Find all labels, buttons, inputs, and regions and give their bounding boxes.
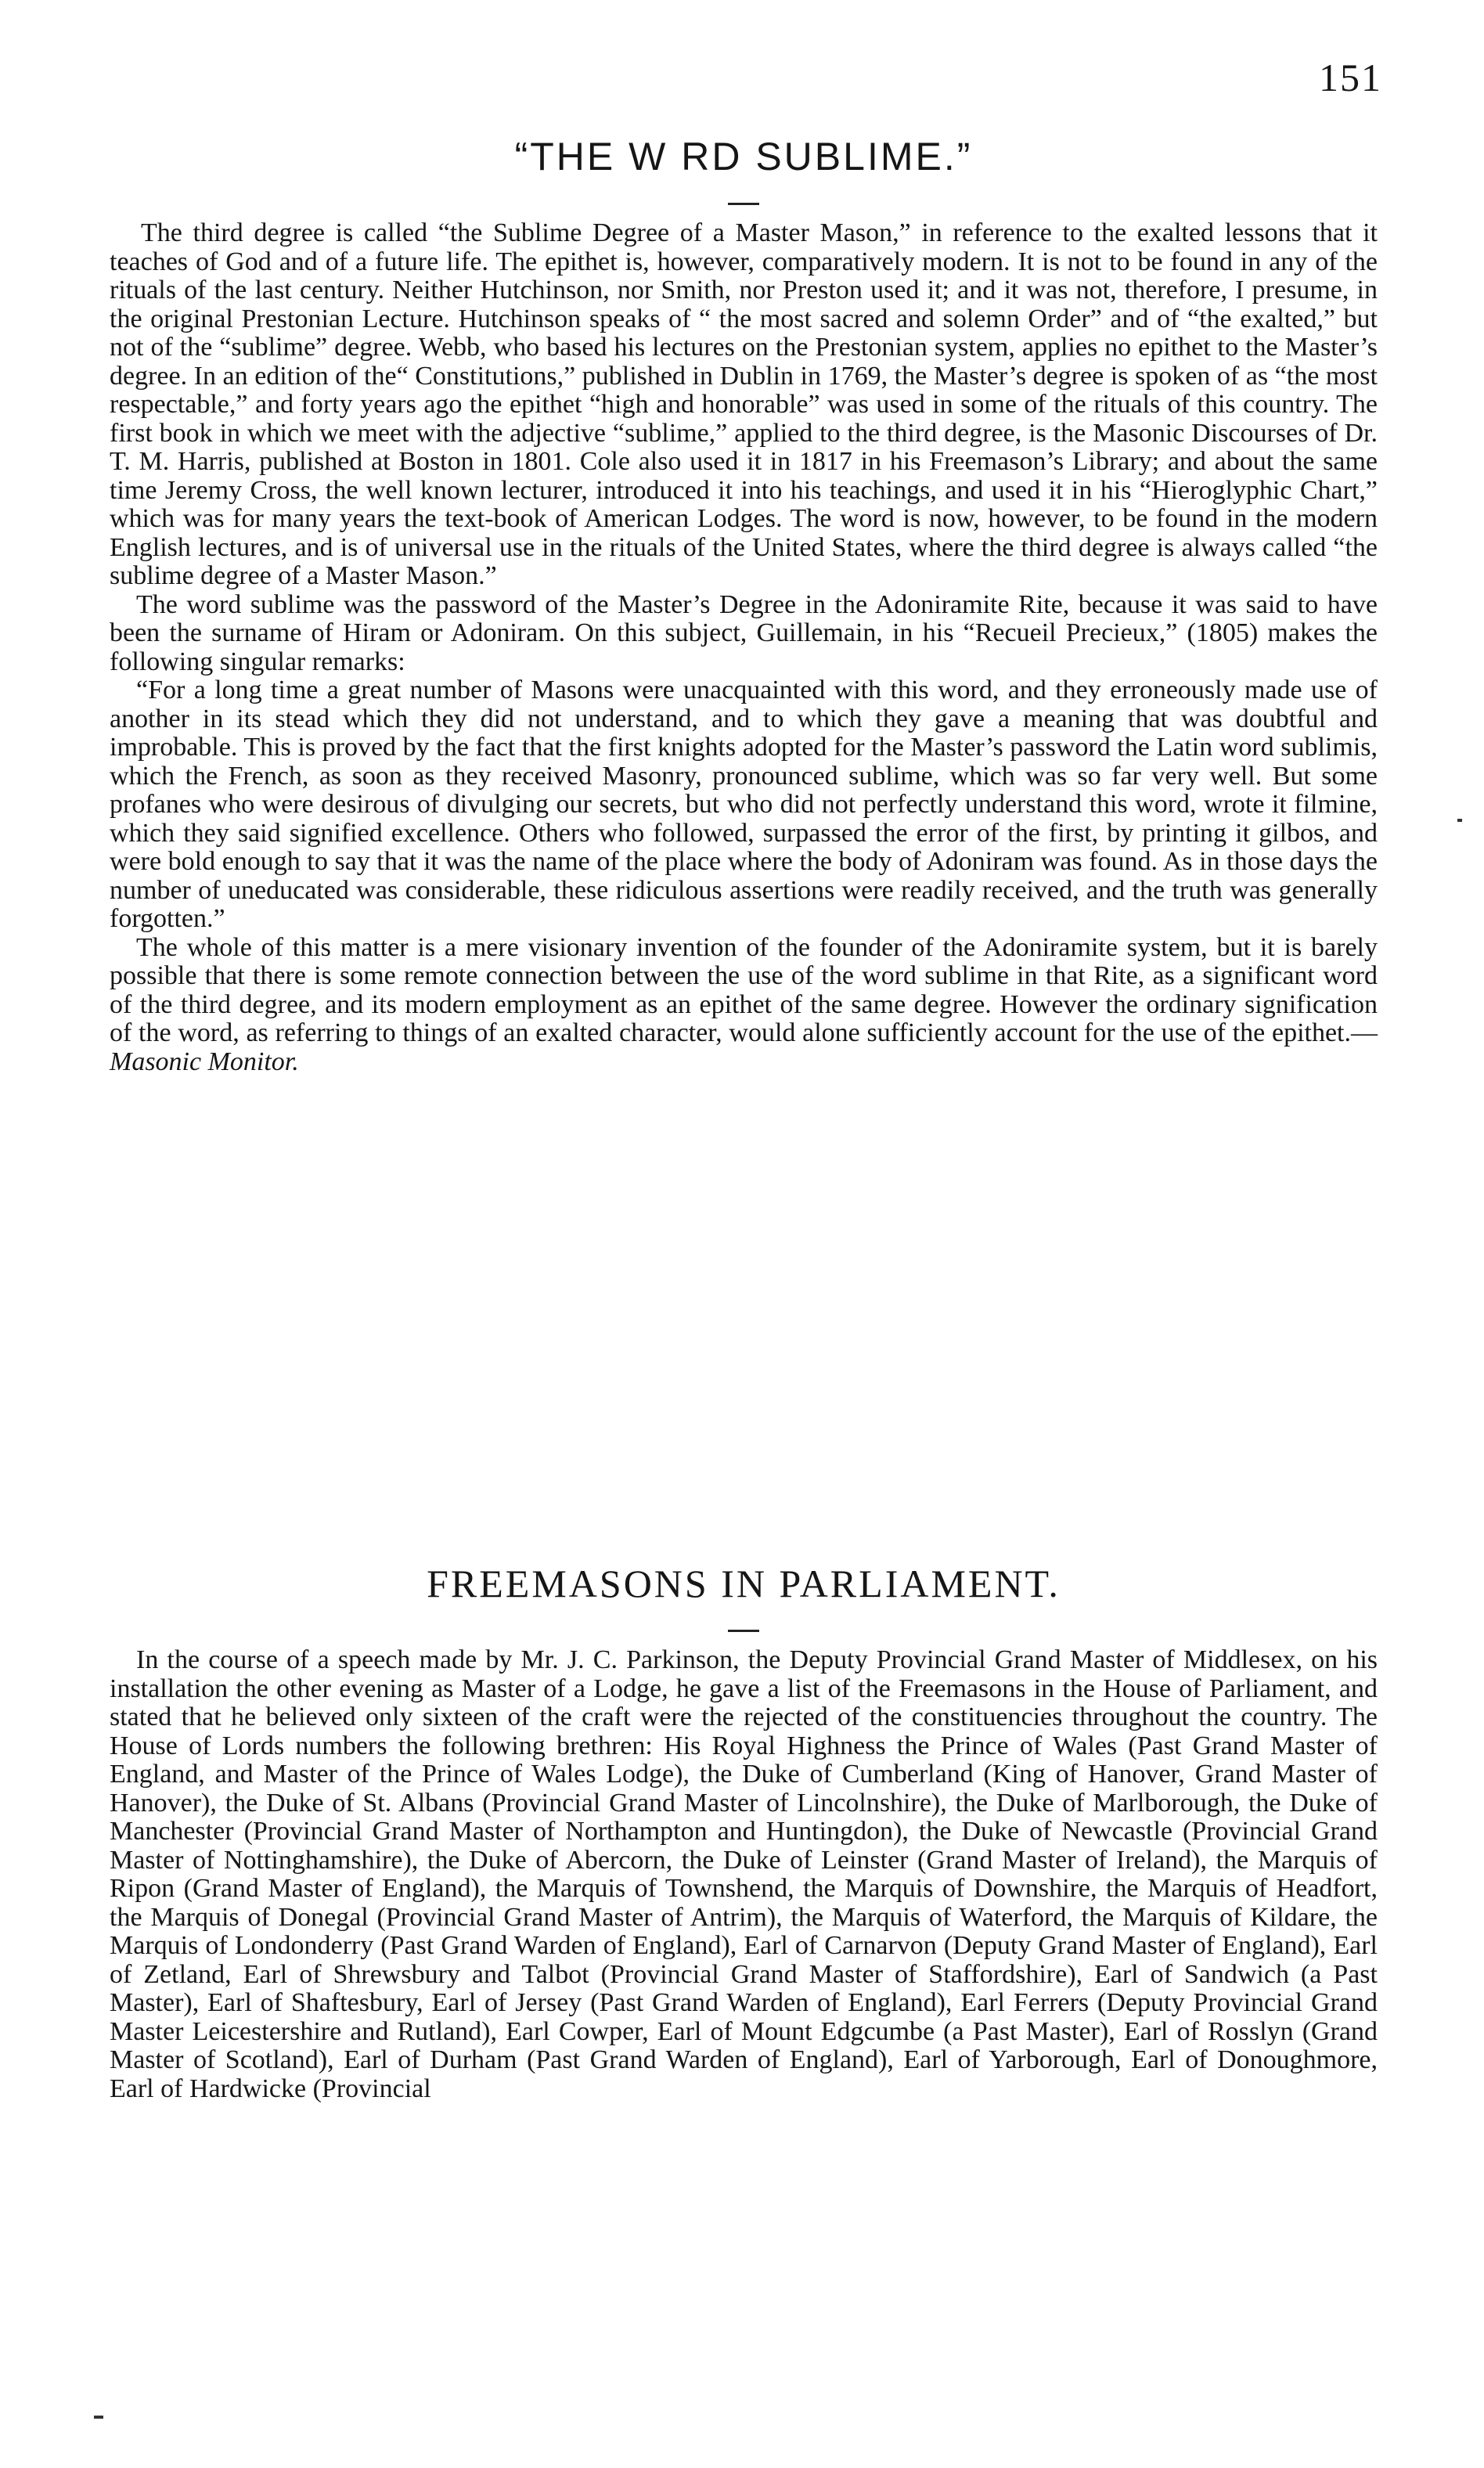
article-title: FREEMASONS IN PARLIAMENT. (427, 1562, 1061, 1605)
page-end-mark (94, 2416, 103, 2419)
article-title: “THE W RD SUBLIME.” (514, 135, 973, 178)
article-freemasons-parliament (110, 1556, 1378, 2103)
article-word-sublime (110, 129, 1378, 1076)
title-rule (728, 203, 759, 205)
page-number: 151 (1319, 56, 1382, 99)
paragraph-text: The whole of this matter is a mere visionary invention of the founder of the Adoniramite system, but it is barely possible that there is some remote connection between the use of the word sublime in that Rite, as a significant word of the third degree, and its modern employment as an epithet of the same degree. However the ordinary signification of the word, as referring to things of an exalted character, would alone sufficiently account for the use of the epithet.— (110, 932, 1378, 1047)
article-paragraph: The third degree is called “the Sublime Degree of a Master Mason,” in reference to the exalted lessons that it teaches of God and of a future life. The epithet is, however, comparatively modern. It is not to be found in any of the rituals of the last century. Neither Hutchinson, nor Smith, nor Preston used it; and it was not, therefore, I presume, in the original Prestonian Lecture. Hutchinson speaks of “ the most sacred and solemn Order” and of “the exalted,” but not of the “sublime” degree. Webb, who based his lectures on the Prestonian system, applies no epithet to the Master’s degree. In an edition of the“ Constitutions,” published in Dublin in 1769, the Master’s degree is spoken of as “the most respectable,” and forty years ago the epithet “high and honorable” was used in some of the rituals of this country. The first book in which we meet with the adjective “sublime,” applied to the third degree, is the Masonic Discourses of Dr. T. M. Harris, published at Boston in 1801. Cole also used it in 1817 in his Freemason’s Library; and about the same time Jeremy Cross, the well known lecturer, introduced it into his teachings, and used it in his “Hieroglyphic Chart,” which was for many years the text-book of American Lodges. The word is now, however, to be found in the modern English lectures, and is of universal use in the rituals of the United States, where the third degree is always called “the sublime degree of a Master Mason.” (110, 218, 1378, 590)
article-paragraph: In the course of a speech made by Mr. J. C. Parkinson, the Deputy Provincial Grand Master of Middlesex, on his installation the other evening as Master of a Lodge, he gave a list of the Freemasons in the House of Parliament, and stated that he believed only sixteen of the craft were the rejected of the constituencies throughout the country. The House of Lords numbers the following brethren: His Royal Highness the Prince of Wales (Past Grand Master of England, and Master of the Prince of Wales Lodge), the Duke of Cumberland (King of Hanover, Grand Master of Hanover), the Duke of St. Albans (Provincial Grand Master of Lincolnshire), the Duke of Marlborough, the Duke of Manchester (Provincial Grand Master of Northampton and Huntingdon), the Duke of Newcastle (Provincial Grand Master of Nottinghamshire), the Duke of Abercorn, the Duke of Leinster (Grand Master of Ireland), the Marquis of Ripon (Grand Master of England), the Marquis of Townshend, the Marquis of Downshire, the Marquis of Headfort, the Marquis of Donegal (Provincial Grand Master of Antrim), the Marquis of Waterford, the Marquis of Kildare, the Marquis of Londonderry (Past Grand Warden of England), Earl of Carnarvon (Deputy Grand Master of England), Earl of Zetland, Earl of Shrewsbury and Talbot (Provincial Grand Master of Staffordshire), Earl of Sandwich (a Past Master), Earl of Shaftesbury, Earl of Jersey (Past Grand Warden of England), Earl Ferrers (Deputy Provincial Grand Master Leicestershire and Rutland), Earl Cowper, Earl of Mount Edgcumbe (a Past Master), Earl of Rosslyn (Grand Master of Scotland), Earl of Durham (Past Grand Warden of England), Earl of Yarborough, Earl of Donoughmore, Earl of Hardwicke (Provincial (110, 1645, 1378, 2103)
source-citation: Masonic Monitor. (110, 1047, 299, 1076)
article-paragraph: The word sublime was the password of the Master’s Degree in the Adoniramite Rite, because it was said to have been the surname of Hiram or Adoniram. On this subject, Guillemain, in his “Recueil Precieux,” (1805) makes the following singular remarks: (110, 589, 1378, 676)
title-rule (728, 1630, 759, 1632)
margin-speck (1457, 819, 1462, 822)
article-paragraph (110, 934, 1378, 1077)
quoted-paragraph: “For a long time a great number of Masons were unacquainted with this word, and they erroneously made use of another in its stead which they did not understand, and to which they gave a meaning that was doubtful and improbable. This is proved by the fact that the first knights adopted for the Master’s password the Latin word sublimis, which the French, as soon as they received Masonry, pronounced sublime, which was so far very well. But some profanes who were desirous of divulging our secrets, but who did not perfectly understand this word, wrote it filmine, which they said signified excellence. Others who followed, surpassed the error of the first, by printing it gilbos, and were bold enough to say that it was the name of the place where the body of Adoniram was found. As in those days the number of uneducated was considerable, these ridiculous assertions were readily received, and the truth was generally forgotten.” (110, 676, 1378, 933)
